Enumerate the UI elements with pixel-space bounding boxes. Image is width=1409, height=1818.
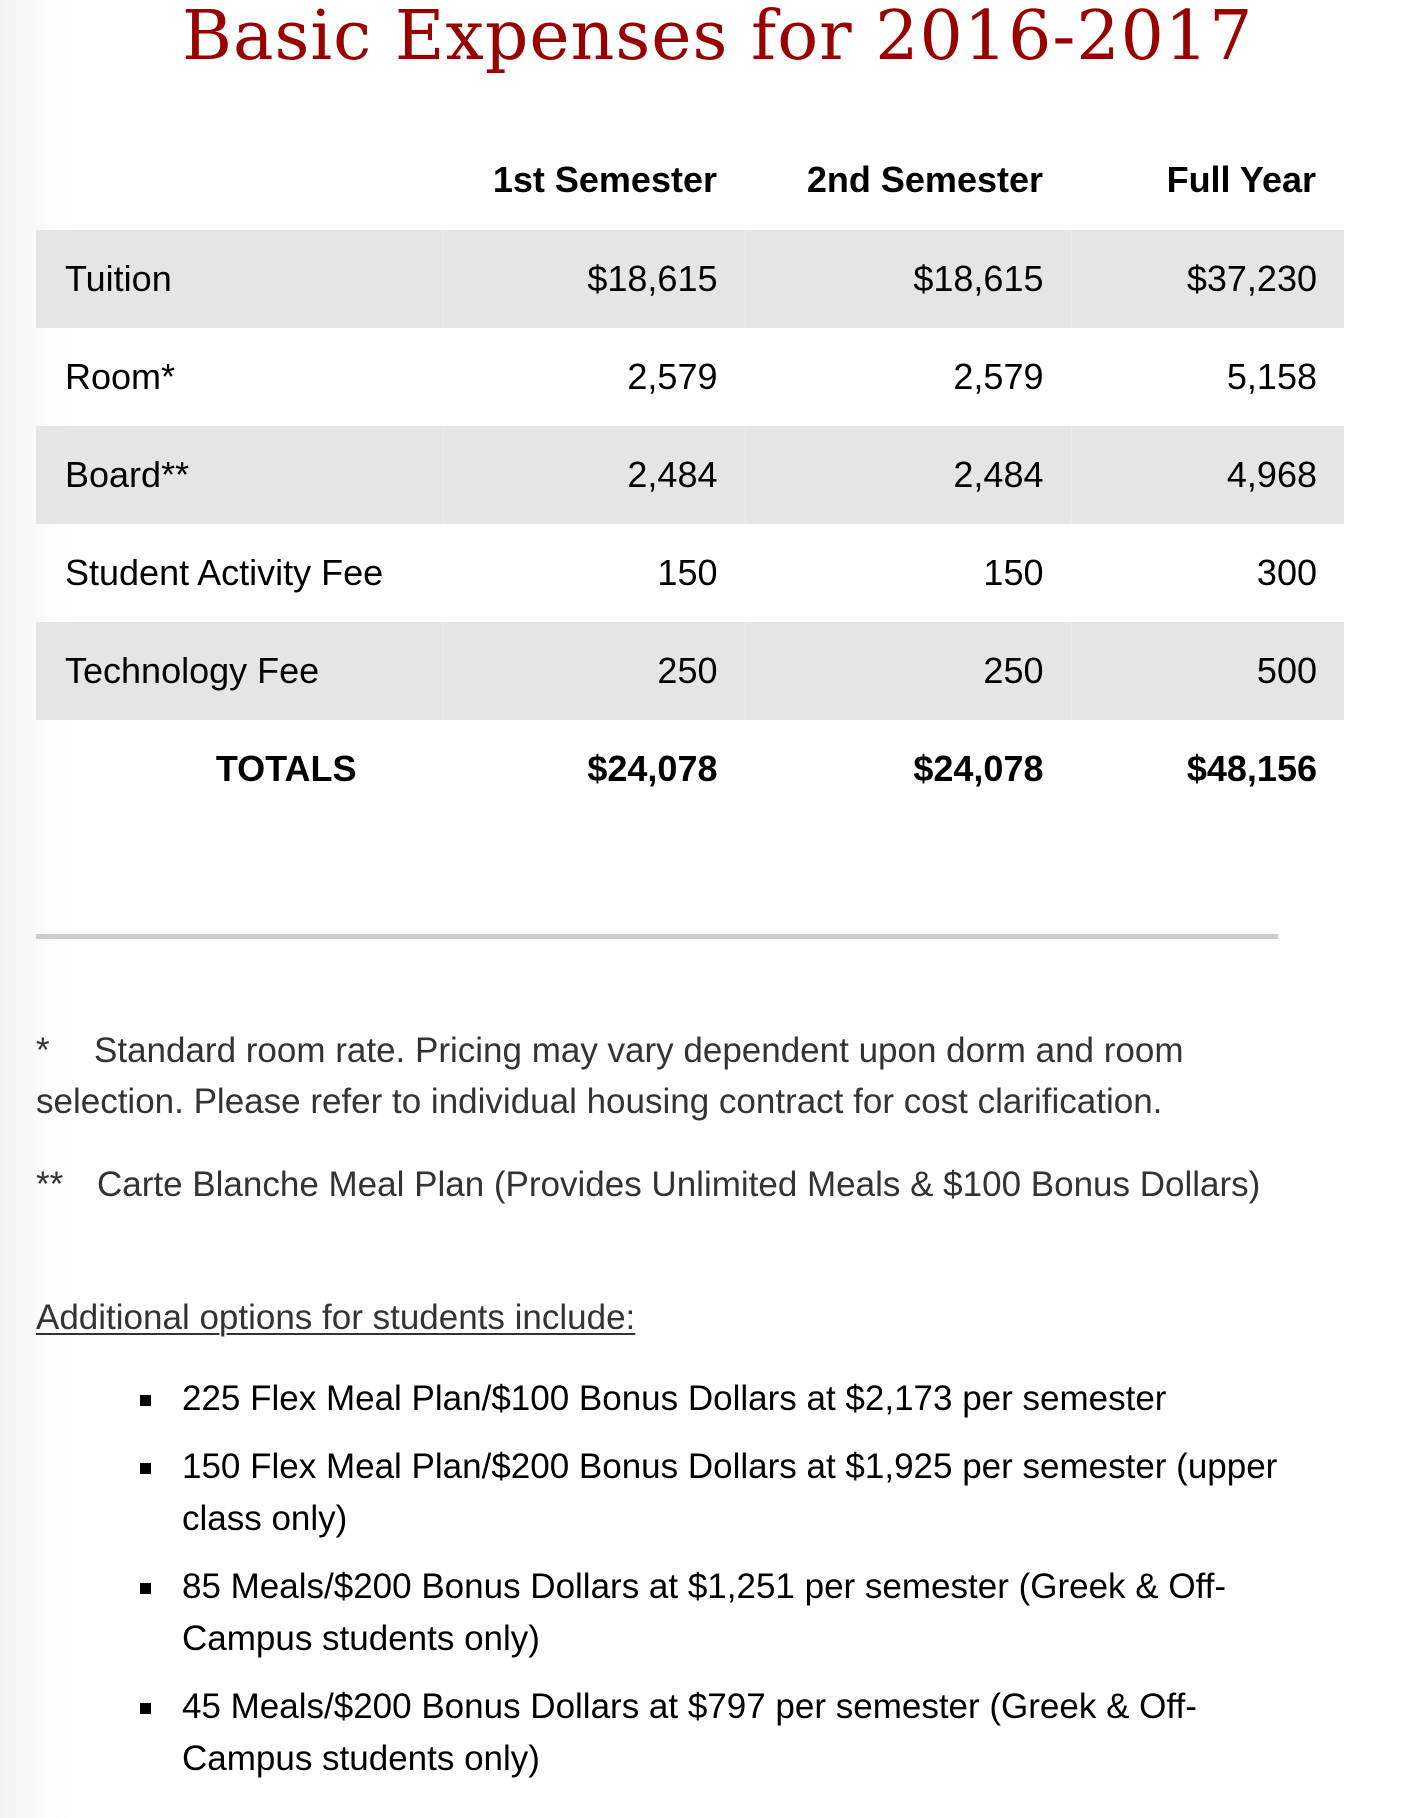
table-header-row bbox=[36, 130, 1344, 230]
footnote-marker: * bbox=[36, 1031, 50, 1070]
list-item bbox=[182, 1681, 1282, 1785]
page-title: Basic Expenses for 2016-2017 bbox=[182, 0, 1254, 76]
row-label: Student Activity Fee bbox=[65, 552, 384, 593]
header-full-year: Full Year bbox=[1166, 159, 1316, 200]
cell-1st-semester: 150 bbox=[657, 552, 718, 593]
footnote-text: Standard room rate. Pricing may vary dependent upon dorm and room selection. Please refer to individual housing contract for cost clarification. bbox=[36, 1031, 1184, 1121]
expense-table bbox=[36, 130, 1344, 818]
footnote-board bbox=[36, 1159, 1278, 1210]
totals-label: TOTALS bbox=[215, 748, 357, 789]
list-item-text: 85 Meals/$200 Bonus Dollars at $1,251 per semester (Greek & Off-Campus students only) bbox=[182, 1567, 1227, 1658]
header-2nd-semester: 2nd Semester bbox=[806, 159, 1043, 200]
row-label: Room* bbox=[65, 356, 176, 397]
square-bullet-icon bbox=[140, 1703, 151, 1714]
list-item-text: 45 Meals/$200 Bonus Dollars at $797 per semester (Greek & Off-Campus students only) bbox=[182, 1687, 1197, 1778]
cell-1st-semester: $18,615 bbox=[443, 230, 745, 328]
additional-options-list bbox=[182, 1373, 1282, 1801]
list-item bbox=[182, 1373, 1282, 1425]
footnote-text: Carte Blanche Meal Plan (Provides Unlimited Meals & $100 Bonus Dollars) bbox=[97, 1165, 1261, 1204]
footnote-room bbox=[36, 1025, 1278, 1127]
table-row-room bbox=[36, 328, 1344, 426]
table-row-totals bbox=[36, 720, 1344, 818]
header-label bbox=[36, 130, 443, 230]
total-2nd-semester: $24,078 bbox=[913, 748, 1044, 789]
section-divider bbox=[36, 934, 1278, 939]
table-row-technology-fee bbox=[36, 622, 1344, 720]
row-label: Tuition bbox=[36, 230, 443, 328]
cell-full-year: 300 bbox=[1256, 552, 1317, 593]
table-row-tuition bbox=[36, 230, 1344, 328]
list-item-text: 150 Flex Meal Plan/$200 Bonus Dollars at $1,925 per semester (upper class only) bbox=[182, 1447, 1278, 1538]
cell-full-year: 500 bbox=[1071, 622, 1344, 720]
cell-2nd-semester: $18,615 bbox=[745, 230, 1071, 328]
row-label: Board** bbox=[36, 426, 443, 524]
list-item bbox=[182, 1561, 1282, 1665]
header-1st-semester: 1st Semester bbox=[492, 159, 717, 200]
cell-1st-semester: 2,579 bbox=[627, 356, 718, 397]
cell-1st-semester: 250 bbox=[443, 622, 745, 720]
total-1st-semester: $24,078 bbox=[587, 748, 718, 789]
table-row-student-activity-fee bbox=[36, 524, 1344, 622]
square-bullet-icon bbox=[140, 1583, 151, 1594]
cell-2nd-semester: 150 bbox=[983, 552, 1044, 593]
additional-options-heading: Additional options for students include: bbox=[36, 1298, 636, 1337]
cell-2nd-semester: 2,579 bbox=[953, 356, 1044, 397]
cell-full-year: $37,230 bbox=[1071, 230, 1344, 328]
cell-full-year: 5,158 bbox=[1226, 356, 1317, 397]
row-label: Technology Fee bbox=[36, 622, 443, 720]
cell-full-year: 4,968 bbox=[1071, 426, 1344, 524]
table-row-board bbox=[36, 426, 1344, 524]
list-item-text: 225 Flex Meal Plan/$100 Bonus Dollars at $2,173 per semester bbox=[182, 1379, 1167, 1418]
list-item bbox=[182, 1441, 1282, 1545]
square-bullet-icon bbox=[140, 1395, 151, 1406]
footnote-marker: ** bbox=[36, 1165, 64, 1204]
cell-2nd-semester: 250 bbox=[745, 622, 1071, 720]
cell-2nd-semester: 2,484 bbox=[745, 426, 1071, 524]
total-full-year: $48,156 bbox=[1186, 748, 1317, 789]
cell-1st-semester: 2,484 bbox=[443, 426, 745, 524]
square-bullet-icon bbox=[140, 1463, 151, 1474]
